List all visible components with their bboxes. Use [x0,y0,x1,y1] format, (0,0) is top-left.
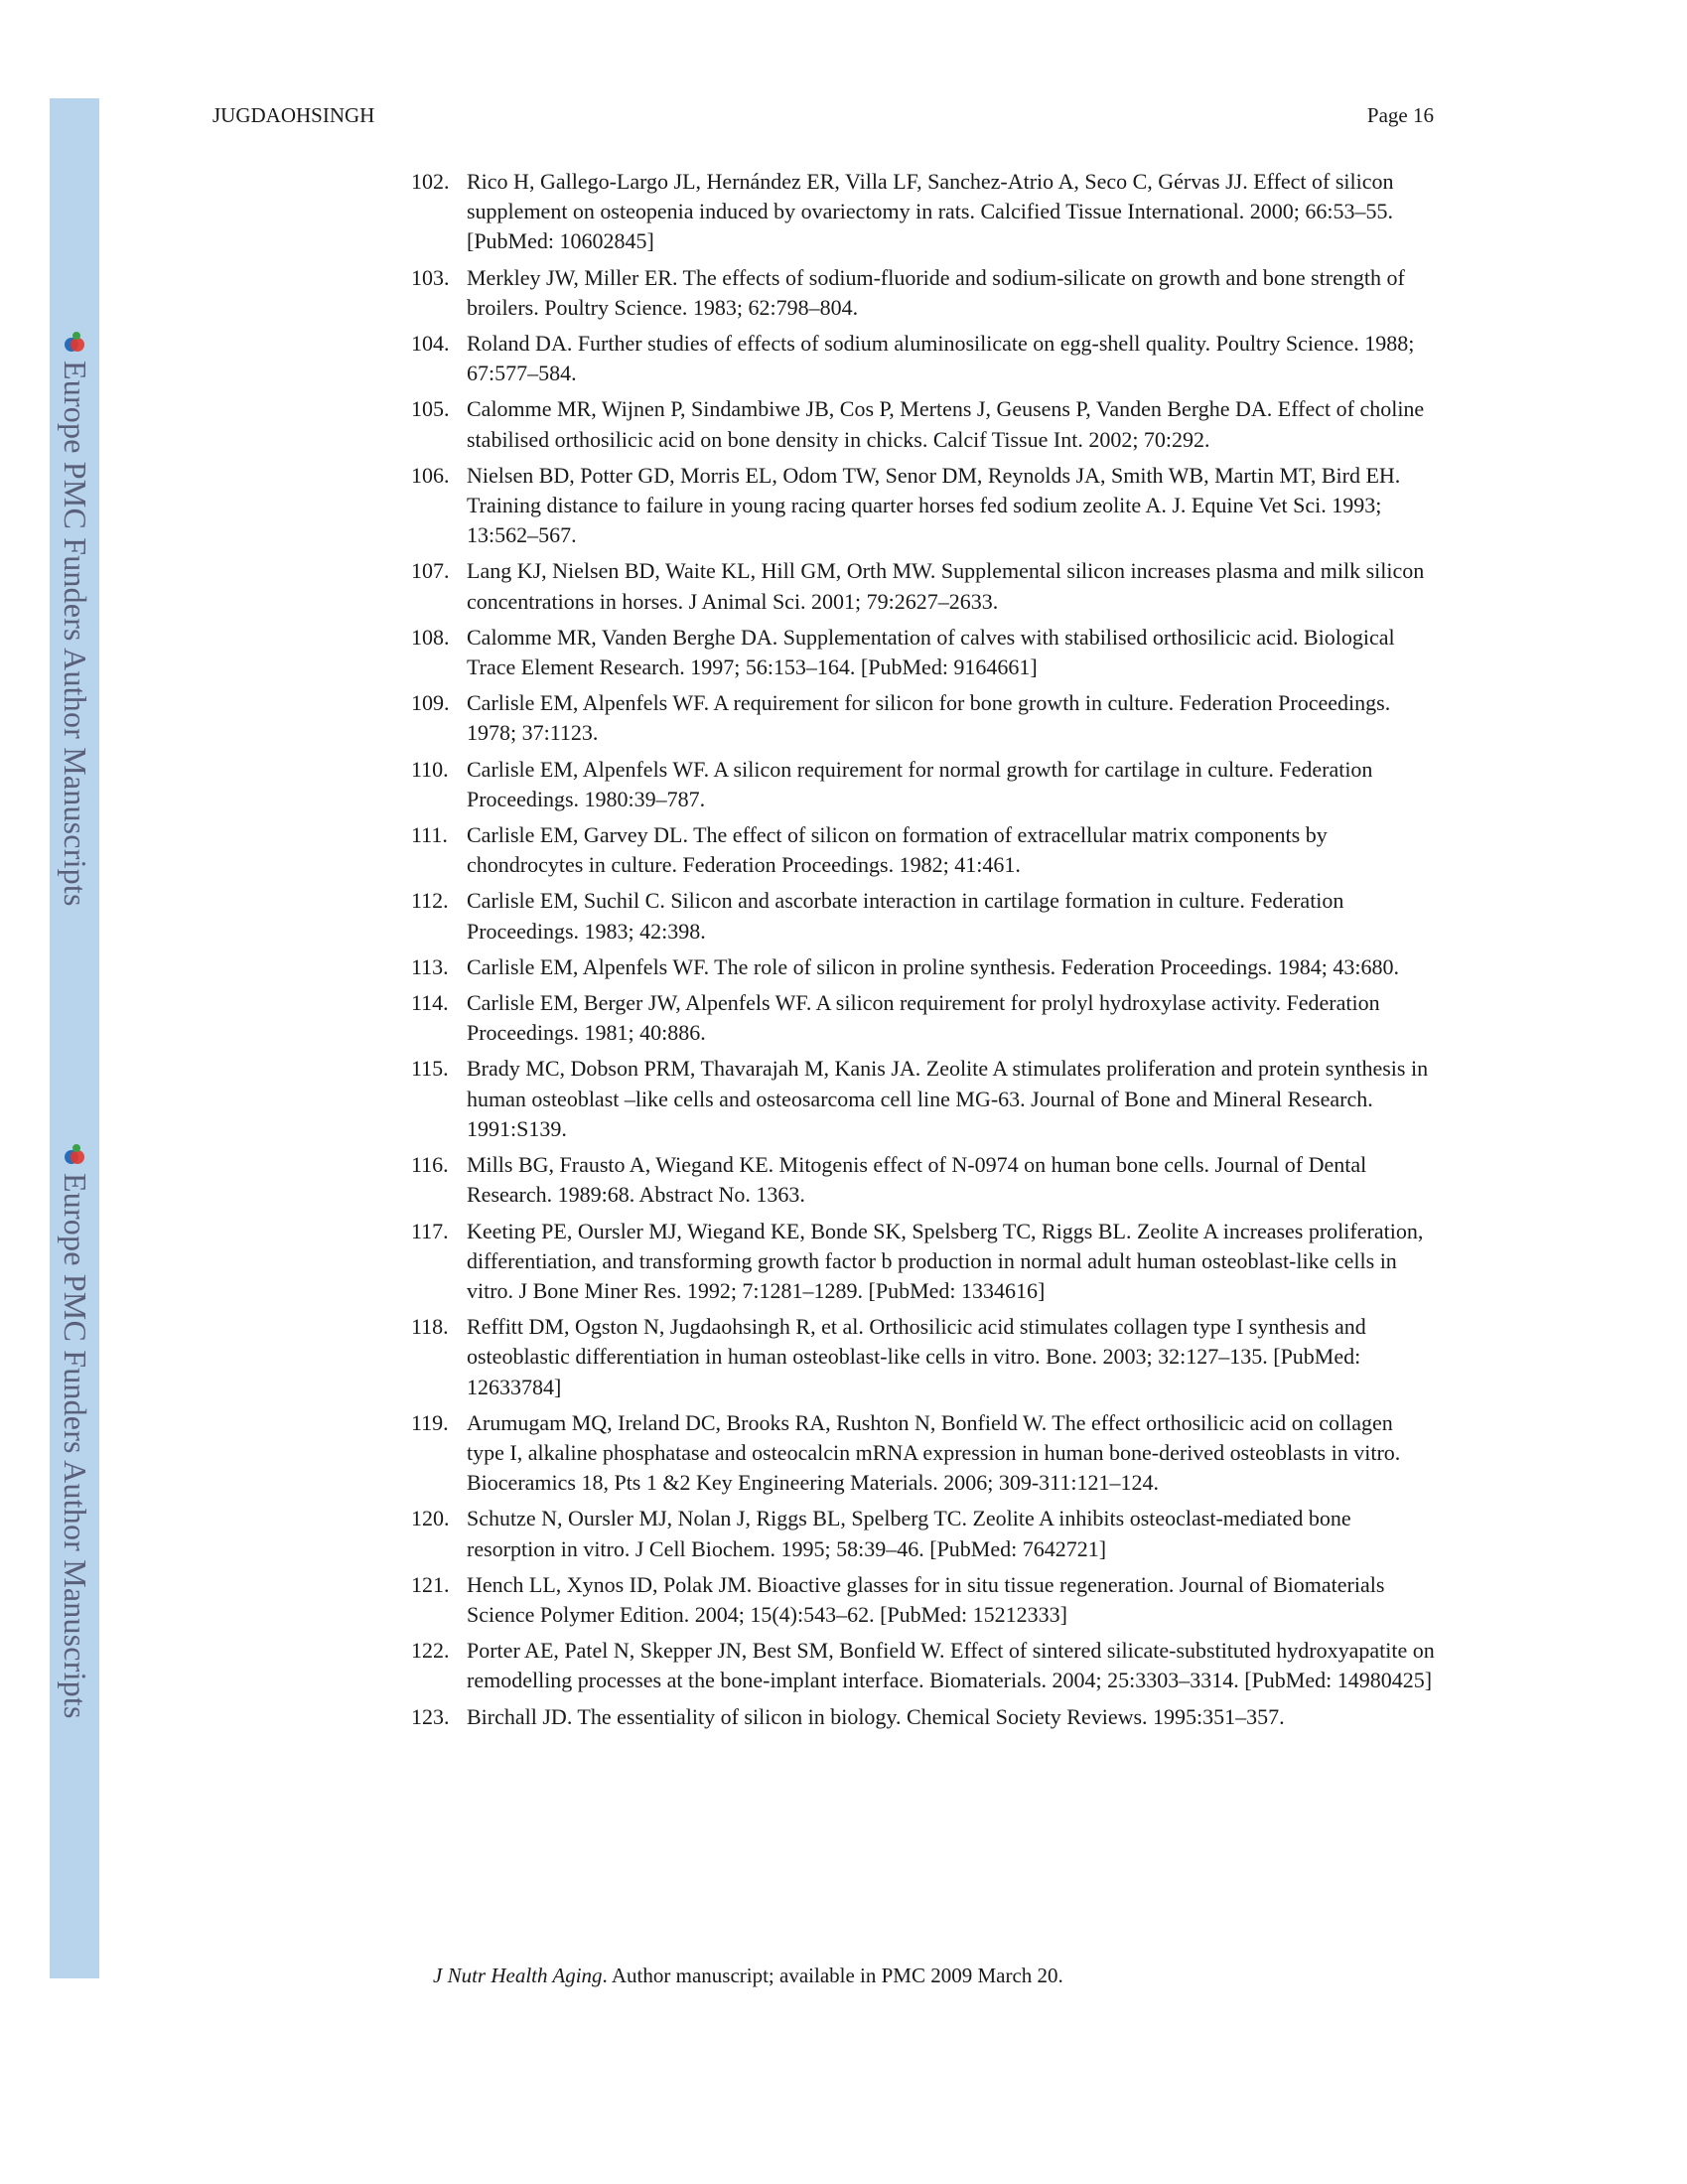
reference-text: Lang KJ, Nielsen BD, Waite KL, Hill GM, Orth MW. Supplemental silicon increases plasma and milk silicon concentrations in horses. J Animal Sci. 2001; 79:2627–2633. [467,558,1425,614]
europe-pmc-logo-icon [63,331,86,355]
reference-item [411,1312,1436,1402]
reference-item [411,820,1436,880]
reference-text: Hench LL, Xynos ID, Polak JM. Bioactive glasses for in situ tissue regeneration. Journal of Biomaterials Science Polymer Edition. 2004; 15(4):543–62. [PubMed: 15212333] [467,1571,1385,1627]
reference-item [411,623,1436,682]
reference-text: Reffitt DM, Ogston N, Jugdaohsingh R, et al. Orthosilicic acid stimulates collagen type I synthesis and osteoblastic differentiation in human osteoblast-like cells in vitro. Bone. 2003; 32:127–135. [PubMed: 12633784] [467,1314,1366,1399]
reference-number: 122. [411,1638,450,1664]
reference-number: 112. [411,888,449,914]
reference-text: Rico H, Gallego-Largo JL, Hernández ER, Villa LF, Sanchez-Atrio A, Seco C, Gérvas JJ. Effect of silicon supplement on osteopenia induced by ovariectomy in rats. Calcified Tissue International. 2000; 66:53–55. [PubMed: 10602845] [467,169,1394,254]
footer-note: . Author manuscript; available in PMC 2009 March 20. [602,1964,1063,1987]
reference-item [411,1504,1436,1563]
reference-item [411,1408,1436,1499]
reference-item [411,1150,1436,1210]
reference-number: 108. [411,624,450,650]
reference-item [411,1702,1436,1732]
reference-text: Brady MC, Dobson PRM, Thavarajah M, Kanis JA. Zeolite A stimulates proliferation and protein synthesis in human osteoblast –like cells and osteosarcoma cell line MG-63. Journal of Bone and Mineral Research. 1991:S139. [467,1056,1429,1141]
reference-number: 102. [411,169,450,194]
reference-number: 117. [411,1218,449,1243]
reference-text: Carlisle EM, Berger JW, Alpenfels WF. A silicon requirement for prolyl hydroxylase activity. Federation Proceedings. 1981; 40:886. [467,990,1380,1046]
reference-number: 121. [411,1571,450,1597]
reference-text: Nielsen BD, Potter GD, Morris EL, Odom TW, Senor DM, Reynolds JA, Smith WB, Martin MT, Bird EH. Training distance to failure in young racing quarter horses fed sodium zeolite A. J. Equine Vet Sci. 1993; 13:562–567. [467,462,1401,548]
running-head: JUGDAOHSINGH [212,103,375,127]
reference-item [411,755,1436,814]
reference-item [411,329,1436,388]
reference-number: 104. [411,331,450,357]
sidebar-text: Europe PMC Funders Author Manuscripts [58,361,93,907]
reference-text: Arumugam MQ, Ireland DC, Brooks RA, Rushton N, Bonfield W. The effect orthosilicic acid on collagen type I, alkaline phosphatase and osteocalcin mRNA expression in human bone-derived osteoblasts in vitro. Bioceramics 18, Pts 1 &2 Key Engineering Materials. 2006; 309-311:121–124. [467,1409,1401,1496]
reference-item [411,167,1436,257]
reference-number: 110. [411,756,449,782]
reference-text: Calomme MR, Wijnen P, Sindambiwe JB, Cos P, Mertens J, Geusens P, Vanden Berghe DA. Effect of choline stabilised orthosilicic acid on bone density in chicks. Calcif Tissue Int. 2002; 70:292. [467,396,1425,452]
reference-number: 106. [411,462,450,488]
reference-number: 119. [411,1409,449,1435]
reference-text: Mills BG, Frausto A, Wiegand KE. Mitogenis effect of N-0974 on human bone cells. Journal of Dental Research. 1989:68. Abstract No. 1363. [467,1152,1367,1208]
reference-item [411,1054,1436,1144]
reference-item [411,988,1436,1048]
reference-number: 113. [411,953,449,979]
reference-item [411,394,1436,454]
reference-item [411,556,1436,616]
page-footer [433,1964,1063,1988]
reference-number: 114. [411,990,449,1016]
sidebar-text: Europe PMC Funders Author Manuscripts [58,1173,93,1719]
reference-number: 105. [411,396,450,422]
journal-name: J Nutr Health Aging [433,1964,603,1987]
reference-text: Merkley JW, Miller ER. The effects of sodium-fluoride and sodium-silicate on growth and bone strength of broilers. Poultry Science. 1983; 62:798–804. [467,264,1405,320]
reference-item [411,263,1436,323]
reference-text: Carlisle EM, Alpenfels WF. A silicon requirement for normal growth for cartilage in culture. Federation Proceedings. 1980:39–787. [467,756,1373,811]
reference-number: 118. [411,1314,449,1340]
reference-item [411,1217,1436,1307]
reference-text: Carlisle EM, Suchil C. Silicon and ascorbate interaction in cartilage formation in culture. Federation Proceedings. 1983; 42:398. [467,888,1344,944]
europe-pmc-logo-icon [63,1143,86,1167]
reference-text: Carlisle EM, Alpenfels WF. A requirement for silicon for bone growth in culture. Federation Proceedings. 1978; 37:1123. [467,690,1391,746]
reference-text: Roland DA. Further studies of effects of sodium aluminosilicate on egg-shell quality. Poultry Science. 1988; 67:577–584. [467,331,1415,386]
reference-item [411,1636,1436,1695]
reference-number: 120. [411,1506,450,1531]
reference-number: 116. [411,1152,449,1178]
reference-item [411,461,1436,551]
reference-text: Carlisle EM, Alpenfels WF. The role of silicon in proline synthesis. Federation Proceedings. 1984; 43:680. [467,953,1400,979]
reference-text: Keeting PE, Oursler MJ, Wiegand KE, Bonde SK, Spelsberg TC, Riggs BL. Zeolite A increases proliferation, differentiation, and transforming growth factor b production in normal adult human osteoblast-like cells in vitro. J Bone Miner Res. 1992; 7:1281–1289. [PubMed: 1334616] [467,1218,1424,1303]
reference-text: Schutze N, Oursler MJ, Nolan J, Riggs BL, Spelberg TC. Zeolite A inhibits osteoclast-mediated bone resorption in vitro. J Cell Biochem. 1995; 58:39–46. [PubMed: 7642721] [467,1506,1351,1561]
reference-number: 115. [411,1056,449,1082]
reference-number: 107. [411,558,450,584]
page-header [212,103,1434,133]
reference-item [411,952,1436,982]
reference-list [411,167,1436,1738]
reference-number: 103. [411,264,450,290]
reference-item [411,1570,1436,1630]
reference-number: 109. [411,690,450,716]
reference-text: Porter AE, Patel N, Skepper JN, Best SM, Bonfield W. Effect of sintered silicate-substituted hydroxyapatite on remodelling processes at the bone-implant interface. Biomaterials. 2004; 25:3303–3314. [PubMed: 14980425] [467,1638,1435,1693]
reference-item [411,688,1436,748]
reference-text: Birchall JD. The essentiality of silicon in biology. Chemical Society Reviews. 1995:351–357. [467,1703,1285,1729]
page-number: Page 16 [1366,103,1434,127]
reference-text: Carlisle EM, Garvey DL. The effect of silicon on formation of extracellular matrix components by chondrocytes in culture. Federation Proceedings. 1982; 41:461. [467,822,1328,878]
reference-number: 111. [411,822,448,848]
reference-number: 123. [411,1703,450,1729]
reference-item [411,886,1436,946]
reference-text: Calomme MR, Vanden Berghe DA. Supplementation of calves with stabilised orthosilicic acid. Biological Trace Element Research. 1997; 56:153–164. [PubMed: 9164661] [467,624,1395,680]
